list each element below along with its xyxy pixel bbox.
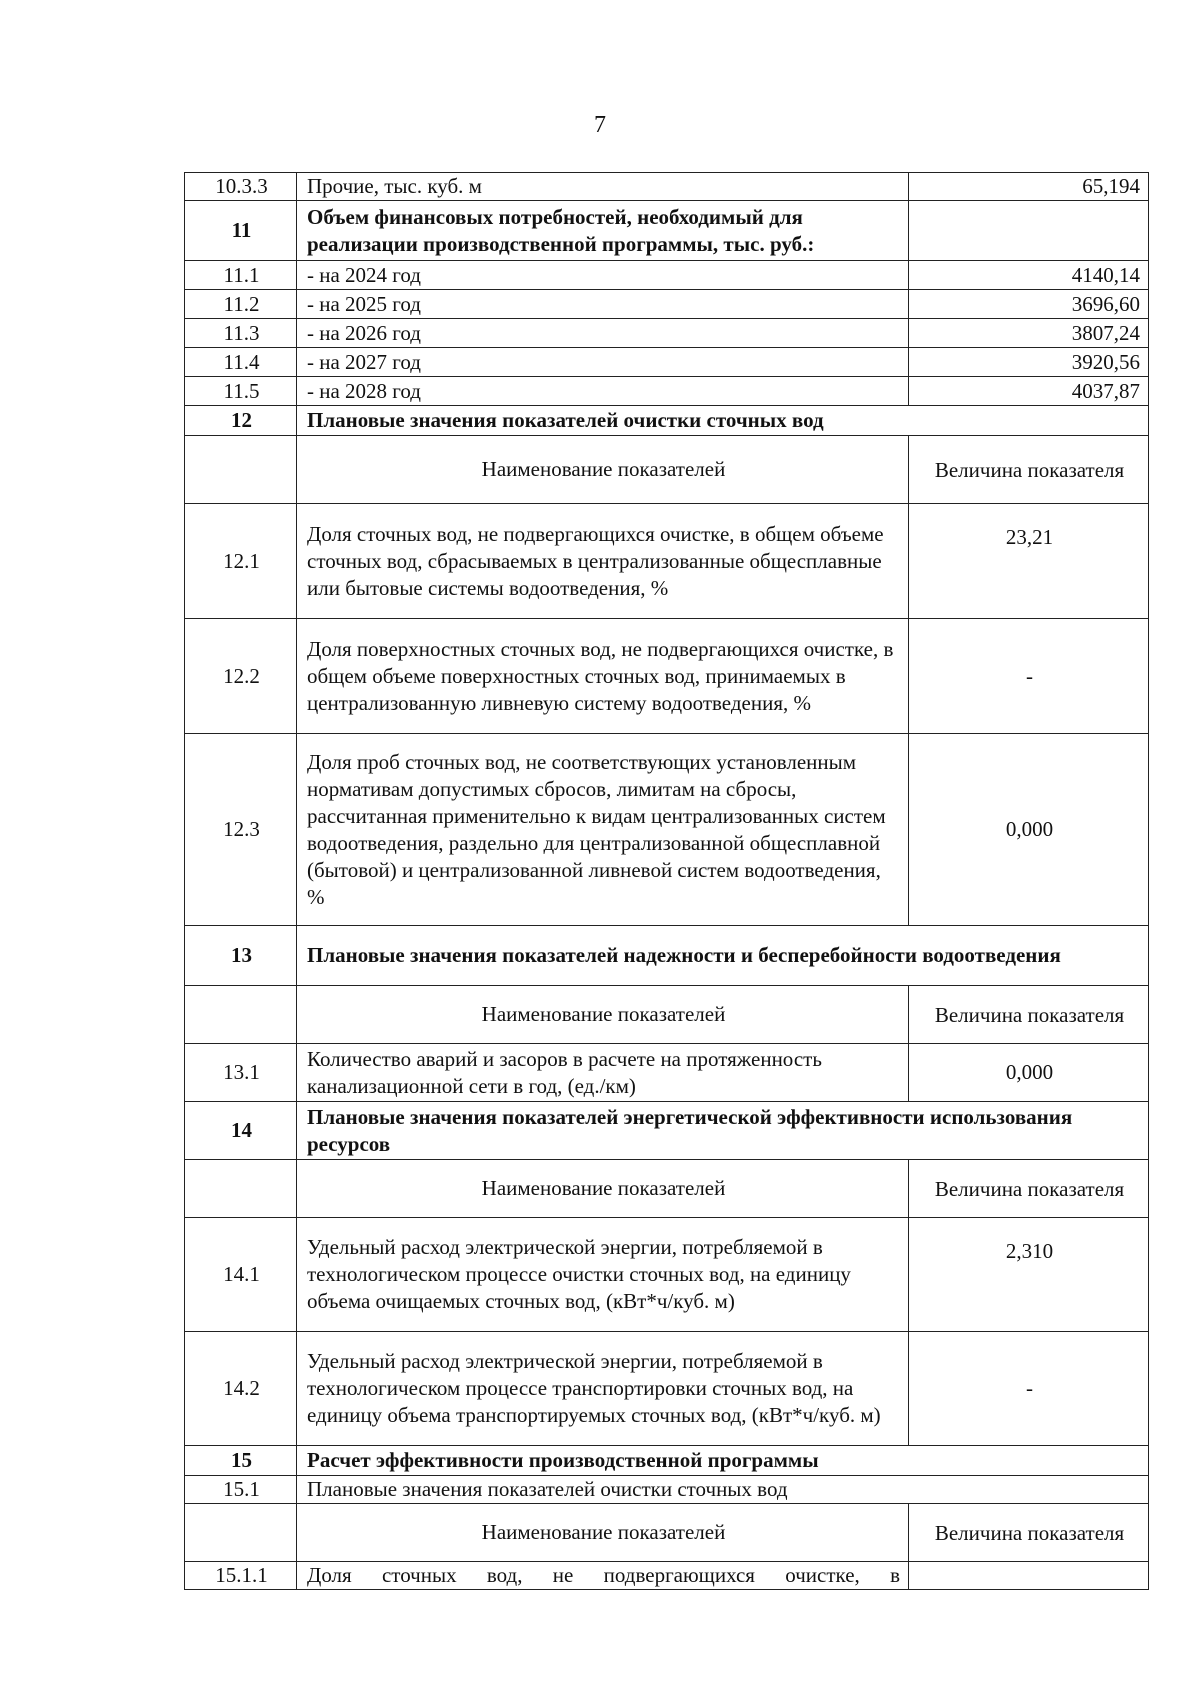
- section-number: 13: [185, 926, 297, 986]
- table-row: [185, 1476, 1149, 1504]
- table-row: [185, 619, 1149, 734]
- row-text: Доля проб сточных вод, не соответствующих установленным нормативам допустимых сбросов, лимитам на сбросы, рассчитанная применительно к видам централизованных систем водоотведения, раздельно для централизованной общесплавной (бытовой) и централизованной ливневой систем водоотведения, %: [297, 734, 909, 926]
- section-number: 11: [185, 201, 297, 261]
- row-number: 14.2: [185, 1332, 297, 1446]
- row-text: - на 2028 год: [297, 377, 909, 406]
- subheader-name: Наименование показателей: [297, 986, 909, 1044]
- section-title: Объем финансовых потребностей, необходимый для реализации производственной программы, тыс. руб.:: [297, 201, 909, 261]
- subheader-name: Наименование показателей: [297, 436, 909, 504]
- section-row: [185, 926, 1149, 986]
- section-row: [185, 1446, 1149, 1476]
- row-number: 13.1: [185, 1044, 297, 1102]
- row-value: 3807,24: [909, 319, 1149, 348]
- subheader-row: [185, 1160, 1149, 1218]
- table-row: [185, 1332, 1149, 1446]
- table-row: [185, 319, 1149, 348]
- section-title: Расчет эффективности производственной программы: [297, 1446, 1149, 1476]
- row-value: 23,21: [909, 504, 1149, 619]
- row-value: 0,000: [909, 1044, 1149, 1102]
- row-text: Прочие, тыс. куб. м: [297, 173, 909, 201]
- table-row: [185, 377, 1149, 406]
- section-row: [185, 1102, 1149, 1160]
- empty-cell: [185, 1160, 297, 1218]
- row-text: Доля сточных вод, не подвергающихся очистке, в: [297, 1562, 909, 1590]
- row-number: 11.1: [185, 261, 297, 290]
- row-value: 65,194: [909, 173, 1149, 201]
- row-text: - на 2025 год: [297, 290, 909, 319]
- row-text: Доля поверхностных сточных вод, не подвергающихся очистке, в общем объеме поверхностных сточных вод, принимаемых в централизованную ливневую систему водоотведения, %: [297, 619, 909, 734]
- row-number: 12.2: [185, 619, 297, 734]
- row-value: 3696,60: [909, 290, 1149, 319]
- row-number: 12.1: [185, 504, 297, 619]
- subheader-row: [185, 986, 1149, 1044]
- page-number: 7: [594, 112, 606, 138]
- row-value: [909, 1562, 1149, 1590]
- section-title: Плановые значения показателей энергетической эффективности использования ресурсов: [297, 1102, 1149, 1160]
- row-number: 10.3.3: [185, 173, 297, 201]
- table-row: [185, 1044, 1149, 1102]
- section-number: 14: [185, 1102, 297, 1160]
- table-row: [185, 290, 1149, 319]
- row-number: 12.3: [185, 734, 297, 926]
- row-text: Количество аварий и засоров в расчете на протяженность канализационной сети в год, (ед./км): [297, 1044, 909, 1102]
- row-value: -: [909, 1332, 1149, 1446]
- row-value: -: [909, 619, 1149, 734]
- section-title: Плановые значения показателей очистки сточных вод: [297, 406, 1149, 436]
- indicators-table: [184, 172, 1149, 1590]
- row-number: 14.1: [185, 1218, 297, 1332]
- row-text: Удельный расход электрической энергии, потребляемой в технологическом процессе транспортировки сточных вод, на единицу объема транспортируемых сточных вод, (кВт*ч/куб. м): [297, 1332, 909, 1446]
- subheader-value: Величина показателя: [909, 1504, 1149, 1562]
- row-value: 3920,56: [909, 348, 1149, 377]
- subheader-name: Наименование показателей: [297, 1160, 909, 1218]
- subheader-row: [185, 436, 1149, 504]
- subheader-name: Наименование показателей: [297, 1504, 909, 1562]
- row-text: - на 2026 год: [297, 319, 909, 348]
- row-number: 11.3: [185, 319, 297, 348]
- empty-cell: [185, 986, 297, 1044]
- row-text: Плановые значения показателей очистки сточных вод: [297, 1476, 1149, 1504]
- row-number: 15.1: [185, 1476, 297, 1504]
- table-row: [185, 504, 1149, 619]
- table-row: [185, 734, 1149, 926]
- row-number: 11.4: [185, 348, 297, 377]
- section-title: Плановые значения показателей надежности и бесперебойности водоотведения: [297, 926, 1149, 986]
- row-value: 2,310: [909, 1218, 1149, 1332]
- section-row: [185, 201, 1149, 261]
- table-row: [185, 1562, 1149, 1590]
- table-row: [185, 348, 1149, 377]
- subheader-value: Величина показателя: [909, 986, 1149, 1044]
- section-number: 15: [185, 1446, 297, 1476]
- row-number: 11.5: [185, 377, 297, 406]
- table-row: [185, 173, 1149, 201]
- empty-cell: [909, 201, 1149, 261]
- row-value: 0,000: [909, 734, 1149, 926]
- row-text: Удельный расход электрической энергии, потребляемой в технологическом процессе очистки сточных вод, на единицу объема очищаемых сточных вод, (кВт*ч/куб. м): [297, 1218, 909, 1332]
- row-number: 15.1.1: [185, 1562, 297, 1590]
- section-number: 12: [185, 406, 297, 436]
- row-value: 4140,14: [909, 261, 1149, 290]
- row-number: 11.2: [185, 290, 297, 319]
- table-row: [185, 1218, 1149, 1332]
- subheader-value: Величина показателя: [909, 436, 1149, 504]
- subheader-value: Величина показателя: [909, 1160, 1149, 1218]
- row-text: Доля сточных вод, не подвергающихся очистке, в общем объеме сточных вод, сбрасываемых в централизованные общесплавные или бытовые системы водоотведения, %: [297, 504, 909, 619]
- subheader-row: [185, 1504, 1149, 1562]
- empty-cell: [185, 1504, 297, 1562]
- section-row: [185, 406, 1149, 436]
- table-row: [185, 261, 1149, 290]
- row-text: - на 2027 год: [297, 348, 909, 377]
- row-text: - на 2024 год: [297, 261, 909, 290]
- row-value: 4037,87: [909, 377, 1149, 406]
- empty-cell: [185, 436, 297, 504]
